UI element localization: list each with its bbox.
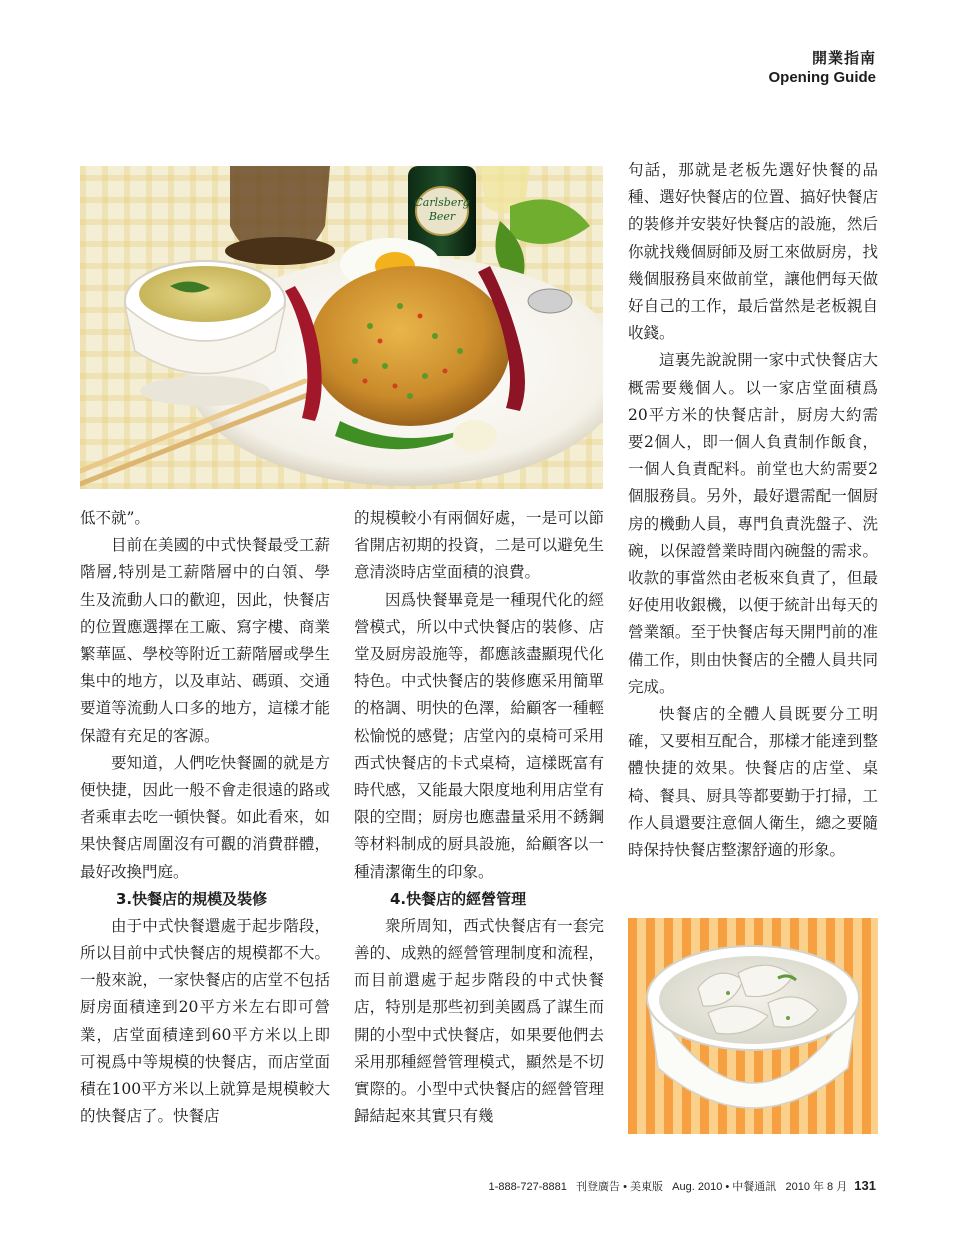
- footer-phone: 1-888-727-8881: [488, 1181, 567, 1193]
- section-heading: 3.快餐店的規模及裝修: [116, 889, 268, 908]
- footer-ad-text: 刊登廣告 • 美東版: [576, 1181, 663, 1193]
- footer-bullet: •: [725, 1181, 730, 1193]
- bottle-label-1: Carlsberg: [414, 196, 470, 209]
- footer-issue-en: Aug. 2010: [672, 1181, 723, 1193]
- section-title-zh: 開業指南: [811, 50, 876, 67]
- text-column-1: [80, 505, 330, 1130]
- wonton-soup-photo: [628, 918, 878, 1134]
- page-footer: [489, 1178, 876, 1194]
- wonton-soup-illustration: [628, 918, 878, 1134]
- paragraph: 由于中式快餐還處于起步階段，所以目前中式快餐店的規模都不大。一般來說，一家快餐店的店堂不包括厨房面積達到20平方米左右即可營業，店堂面積達到60平方米以上即可視爲中等規模的快餐店，而店堂面積在100平方米以上就算是規模較大的快餐店了。快餐店: [80, 916, 330, 1126]
- paragraph: 要知道，人們吃快餐圖的就是方便快捷，因此一般不會走很遠的路或者乘車去吃一頓快餐。如此看來，如果快餐店周圍沒有可觀的消費群體，最好改換門庭。: [80, 753, 330, 881]
- paragraph: 這裏先說說開一家中式快餐店大概需要幾個人。以一家店堂面積爲20平方米的快餐店計，厨房大約需要2個人，即一個人負責制作飯食，一個人負責配料。前堂也大約需要2個服務員。另外，最好還需配一個厨房的機動人員，專門負責洗盤子、洗碗，以保證營業時間內碗盤的需求。收款的事當然由老板來負責了，但最好使用收銀機，以便于統計出每天的營業額。至于快餐店每天開門前的准備工作，則由快餐店的全體人員共同完成。: [628, 351, 878, 696]
- section-heading: 4.快餐店的經營管理: [390, 889, 527, 908]
- paragraph: 快餐店的全體人員既要分工明確，又要相互配合，那樣才能達到整體快捷的效果。快餐店的店堂、桌椅、餐具、厨具等都要勤于打掃，工作人員還要注意個人衛生，總之要隨時保持快餐店整潔舒適的形象。: [628, 705, 878, 860]
- paragraph: 衆所周知，西式快餐店有一套完善的、成熟的經營管理制度和流程，而目前還處于起步階段的中式快餐店，特別是那些初到美國爲了謀生而開的小型中式快餐店，如果要他們去采用那種經營管理模式，顯然是不切實際的。小型中式快餐店的經營管理歸結起來其實只有幾: [354, 916, 604, 1126]
- text-column-2: [354, 505, 604, 1130]
- section-title-en: Opening Guide: [768, 69, 876, 86]
- paragraph: 的規模較小有兩個好處，一是可以節省開店初期的投資，二是可以避免生意清淡時店堂面積的浪費。: [354, 509, 604, 582]
- section-header: [769, 49, 877, 87]
- paragraph: 低不就”。: [80, 509, 150, 527]
- paragraph: 因爲快餐畢竟是一種現代化的經營模式，所以中式快餐店的裝修、店堂及厨房設施等，都應該盡顯現代化特色。中式快餐店的裝修應采用簡單的格調、明快的色澤，給顧客一種輕松愉悦的感覺；店堂內的桌椅可采用西式快餐店的卡式桌椅，這樣既富有時代感，又能最大限度地利用店堂有限的空間；厨房也應盡量采用不銹鋼等材料制成的厨具設施，給顧客以一種清潔衛生的印象。: [354, 590, 604, 881]
- paragraph: 句話，那就是老板先選好快餐的品種、選好快餐店的位置、搞好快餐店的裝修并安裝好快餐店的設施，然后你就找幾個厨師及厨工來做厨房，找幾個服務員來做前堂，讓他們每天做好自己的工作，最后當然是老板親自收錢。: [628, 161, 878, 343]
- bottle-label-2: Beer: [428, 210, 456, 223]
- paragraph: 目前在美國的中式快餐最受工薪階層,特別是工薪階層中的白領、學生及流動人口的歡迎，因此，快餐店的位置應選擇在工廠、寫字樓、商業繁華區、學校等附近工薪階層或學生集中的地方，以及車站、碼頭、交通要道等流動人口多的地方，這樣才能保證有充足的客源。: [80, 536, 330, 745]
- footer-issue-zh: 2010 年 8 月: [785, 1181, 848, 1193]
- page-number: 131: [854, 1178, 876, 1193]
- fried-rice-illustration: [80, 166, 603, 489]
- footer-magazine: 中餐通訊: [732, 1181, 777, 1193]
- fried-rice-photo: [80, 166, 603, 489]
- text-column-3: [628, 157, 878, 864]
